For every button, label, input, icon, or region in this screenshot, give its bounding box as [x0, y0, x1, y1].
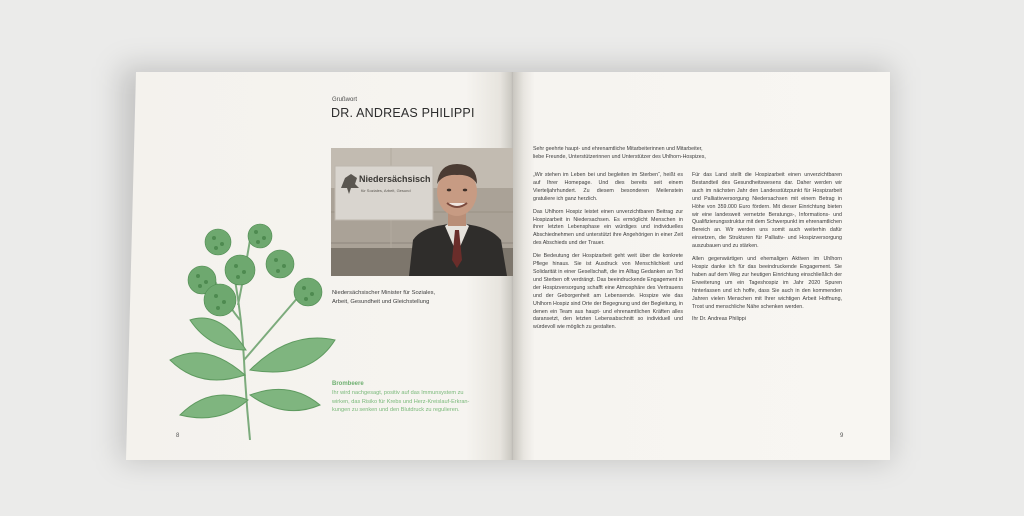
salutation: [533, 146, 853, 162]
portrait-illustration: [331, 148, 513, 276]
photo-sign-subtext: für Soziales, Arbeit, Gesund: [361, 188, 411, 193]
portrait-photo: [331, 148, 513, 276]
note-line: Ihr wird nachgesagt, positiv auf das Immunsystem zu: [332, 390, 464, 396]
salutation-line: liebe Freunde, Unterstützerinnen und Unterstützer des Uhlhorn-Hospizes,: [533, 153, 706, 160]
paragraph: Das Uhlhorn Hospiz leistet einen unverzichtbaren Beitrag zur Hospizarbeit in Niedersachsen. Es ermöglicht Menschen in ihrer letzten Lebensphase ein würdiges und individuelles Abschiednehmen und unterstützt ihre Angehörigen in einer Zeit des Abschieds und der Trauer.: [533, 208, 683, 247]
text-column-left: [533, 172, 683, 337]
paragraph: „Wir stehen im Leben bei und begleiten im Sterben“, heißt es auf Ihrer Homepage. Und dies bereits seit einem Vierteljahrhundert. Zu diesem besonderen Meilenstein gratuliere ich ganz herzlich.: [533, 172, 683, 202]
note-text: [332, 389, 487, 415]
page-number-left: 8: [176, 433, 180, 439]
page-title: DR. ANDREAS PHILIPPI: [331, 106, 475, 120]
caption-line: Arbeit, Gesundheit und Gleichstellung: [332, 299, 430, 305]
note-title: Brombeere: [332, 381, 364, 387]
salutation-line: Sehr geehrte haupt- und ehrenamtliche Mitarbeiterinnen und Mitarbeiter,: [533, 146, 703, 152]
text-column-right: [692, 172, 842, 329]
note-line: kungen zu senken und den Blutdruck zu regulieren.: [332, 407, 460, 414]
caption-line: Niedersächsischer Minister für Soziales,: [332, 290, 436, 296]
paragraph: Die Bedeutung der Hospizarbeit geht weit über die konkrete Pflege hinaus. Sie ist Ausdruck von Menschlichkeit und Solidarität in einer Gesellschaft, die im Alltag Gedanken an Tod und Sterben oft verdrängt. Das beeindruckende Engagement in der Hospizversorgung schafft eine Atmosphäre des Vertrauens und der Geborgenheit am Lebensende. Hospize wie das Uhlhorn Hospiz sind Orte der Begegnung und der Begleitung, in denen ein Team aus haupt- und ehrenamtlichen Kräften alles daransetzt, den letzten Lebensabschnitt so individuell und würdevoll wie möglich zu gestalten.: [533, 253, 683, 331]
photo-sign-text: Niedersächsisch: [359, 174, 431, 184]
section-label: Grußwort: [332, 97, 358, 103]
blackberry-illustration: [150, 210, 350, 440]
note-line: wirken, das Risiko für Krebs und Herz-Kreislauf-Erkran-: [332, 398, 470, 405]
paragraph: Allen gegenwärtigen und ehemaligen Aktiven im Uhlhorn Hospiz danke ich für das beeindruckende Engagement. Sie haben auf dem Weg zur heutigen Einrichtung einschließlich der Erweiterung um ein Tageshospiz im Jahr 2020 Spuren hinterlassen und ich hoffe, dass Sie auch in den kommenden Jahren vielen Menschen mit Ihrer wichtigen Arbeit Hoffnung, Trost und menschliche Nähe schenken werden.: [692, 256, 842, 310]
photo-caption: [332, 289, 472, 307]
page-number-right: 9: [840, 433, 844, 439]
paragraph: Für das Land stellt die Hospizarbeit einen unverzichtbaren Bestandteil des Gesundheitswesens dar. Daher werden wir auch im nächsten Jahr den Landesstützpunkt für Hospizarbeit und Palliativversorgung Niedersachsen mit einem Betrag in Höhe von 359.000 Euro fördern. Mit dieser Einrichtung bieten wir eine landesweit vernetzte Beratungs-, Informations- und Qualifizierungsstruktur mit dem Schwerpunkt im ehrenamtlichen Bereich an. Wir werden uns somit auch weiterhin dafür einsetzen, die Strukturen für Palliativ- und Hospizversorgung auszubauen und zu stärken.: [692, 172, 842, 250]
signoff: Ihr Dr. Andreas Philippi: [692, 316, 746, 323]
